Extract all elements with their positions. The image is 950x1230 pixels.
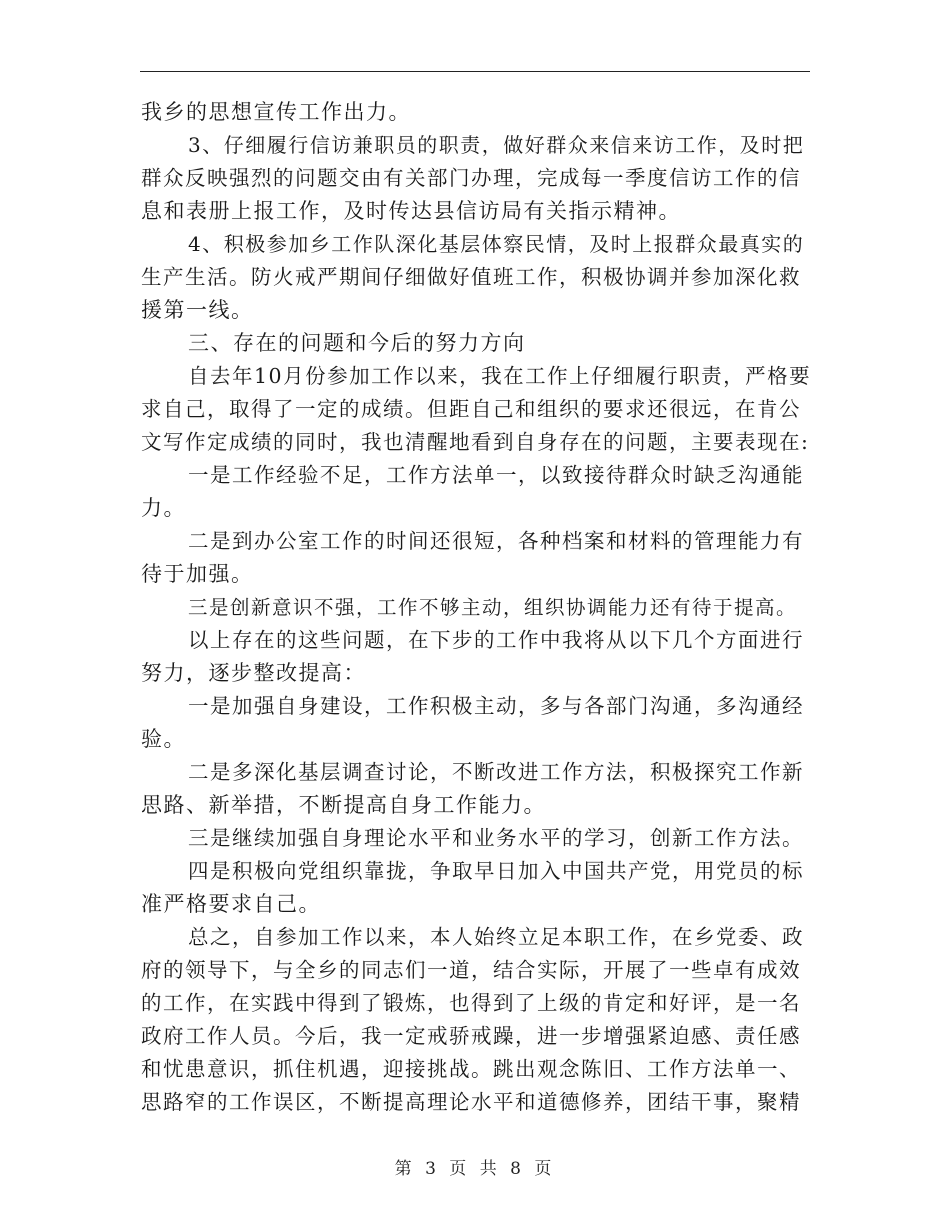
- text-line: 力。: [141, 496, 186, 520]
- text-line: 一是工作经验不足，工作方法单一，以致接待群众时缺乏沟通能: [188, 463, 804, 487]
- text-line: 准严格要求自己。: [141, 892, 321, 916]
- body-text: [141, 96, 811, 1119]
- text-line: 我乡的思想宣传工作出力。: [141, 100, 411, 124]
- text-line: 的工作，在实践中得到了锻炼，也得到了上级的肯定和好评，是一名: [141, 991, 801, 1015]
- page-number-footer: 第 3 页 共 8 页: [394, 1159, 556, 1179]
- text-line: 待于加强。: [141, 562, 254, 586]
- text-line: 息和表册上报工作，及时传达县信访局有关指示精神。: [141, 199, 681, 223]
- text-line: 文写作定成绩的同时，我也清醒地看到自身存在的问题，主要表现在:: [141, 430, 810, 454]
- text-line: 府的领导下，与全乡的同志们一道，结合实际，开展了一些卓有成效: [141, 958, 801, 982]
- header-rule: [140, 71, 810, 72]
- text-line: 二是多深化基层调查讨论，不断改进工作方法，积极探究工作新: [188, 760, 804, 784]
- text-line: 政府工作人员。今后，我一定戒骄戒躁，进一步增强紧迫感、责任感: [141, 1024, 801, 1048]
- text-line: 验。: [141, 727, 186, 751]
- text-line: 4、积极参加乡工作队深化基层体察民情，及时上报群众最真实的: [188, 232, 805, 256]
- text-line: 二是到办公室工作的时间还很短，各种档案和材料的管理能力有: [188, 529, 804, 553]
- text-line: 3、仔细履行信访兼职员的职责，做好群众来信来访工作，及时把: [188, 133, 805, 157]
- text-line: 生产生活。防火戒严期间仔细做好值班工作，积极协调并参加深化救: [141, 265, 801, 289]
- text-line: 四是积极向党组织靠拢，争取早日加入中国共产党，用党员的标: [188, 859, 804, 883]
- text-line: 三是创新意识不强，工作不够主动，组织协调能力还有待于提高。: [188, 596, 798, 619]
- text-line: 总之，自参加工作以来，本人始终立足本职工作，在乡党委、政: [188, 925, 804, 949]
- text-line: 努力，逐步整改提高：: [141, 661, 366, 685]
- text-line: 思路窄的工作误区，不断提高理论水平和道德修养，团结干事，聚精: [141, 1090, 801, 1114]
- text-line: 一是加强自身建设，工作积极主动，多与各部门沟通，多沟通经: [188, 694, 804, 718]
- text-line: 自去年10月份参加工作以来，我在工作上仔细履行职责，严格要: [188, 364, 812, 388]
- section-heading: 三、存在的问题和今后的努力方向: [188, 331, 526, 355]
- text-line: 三是继续加强自身理论水平和业务水平的学习，创新工作方法。: [188, 826, 804, 850]
- text-line: 援第一线。: [141, 298, 254, 322]
- text-line: 求自己，取得了一定的成绩。但距自己和组织的要求还很远，在肯公: [141, 397, 801, 421]
- text-line: 群众反映强烈的问题交由有关部门办理，完成每一季度信访工作的信: [141, 166, 801, 190]
- text-line: 和忧患意识，抓住机遇，迎接挑战。跳出观念陈旧、工作方法单一、: [141, 1057, 801, 1081]
- text-line: 以上存在的这些问题，在下步的工作中我将从以下几个方面进行: [188, 628, 804, 652]
- text-line: 思路、新举措，不断提高自身工作能力。: [141, 793, 546, 817]
